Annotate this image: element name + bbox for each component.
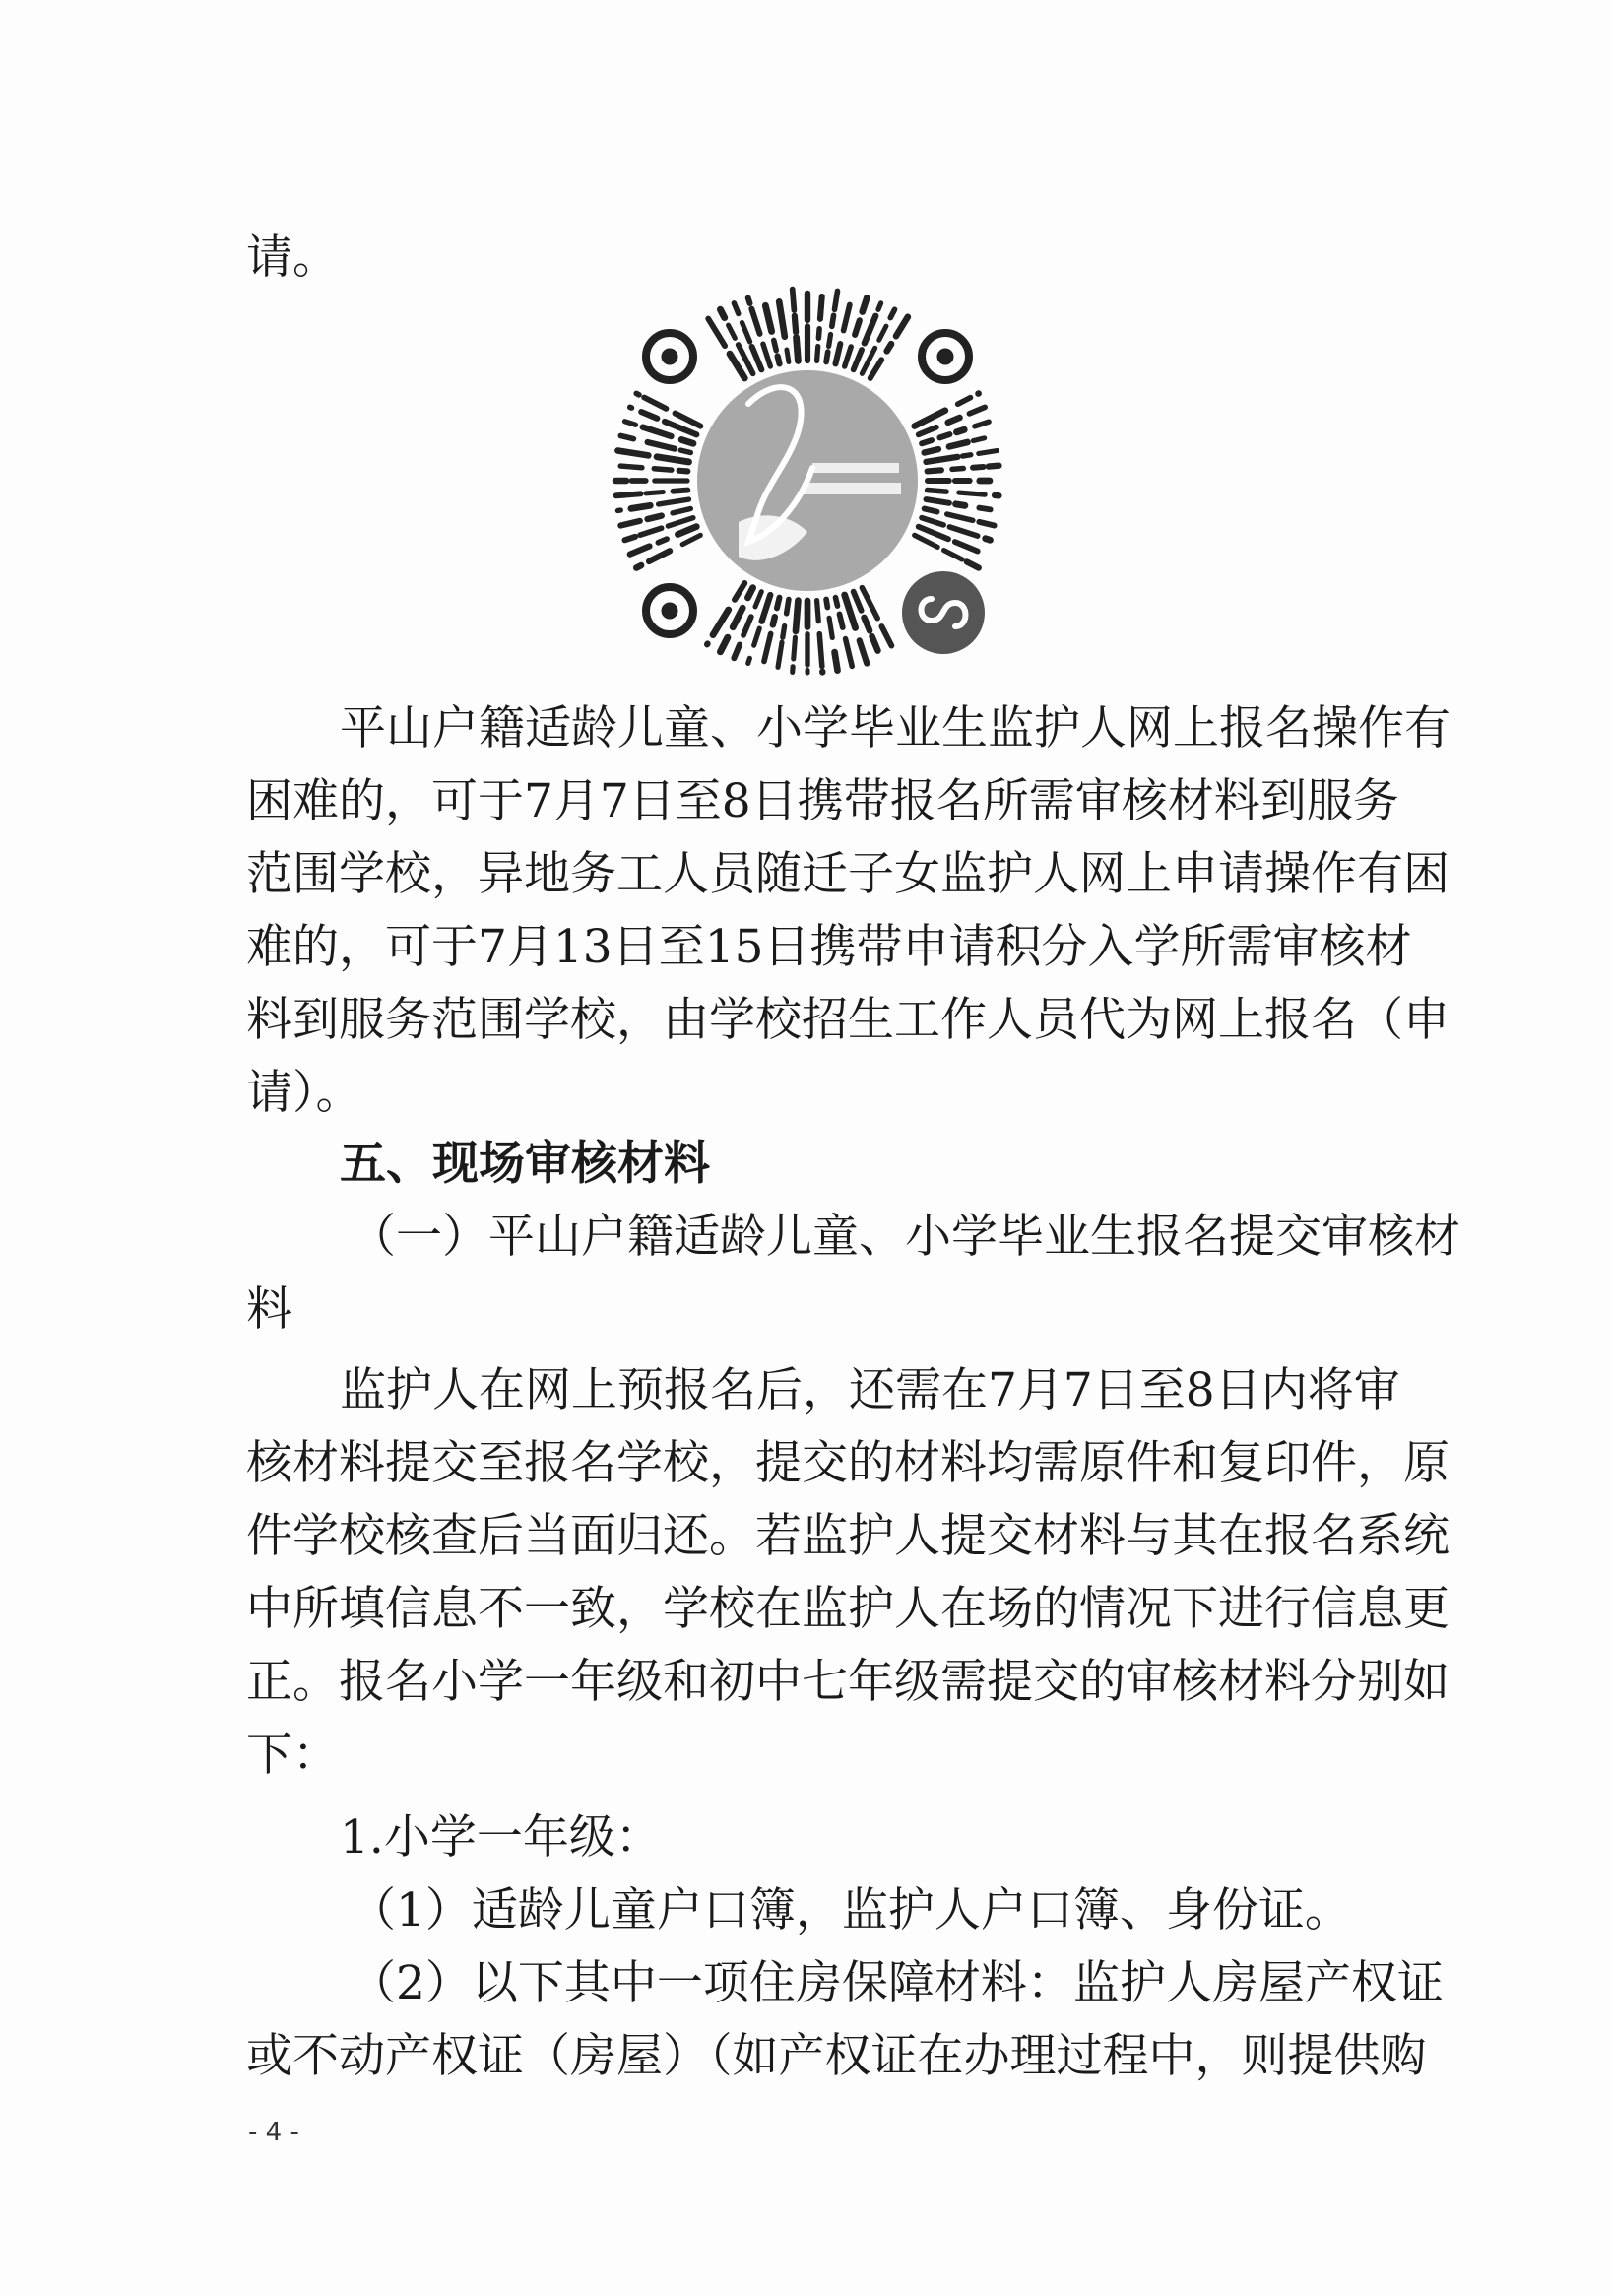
text-line: 困难的，可于7月7日至8日携带报名所需审核材料到服务 [246,774,1399,828]
list-item: （1）适龄儿童户口簿，监护人户口簿、身份证。 [350,1883,1351,1937]
continued-line: 请。 [246,230,339,285]
text-line: 正。报名小学一年级和初中七年级需提交的审核材料分别如 [246,1655,1450,1709]
text-line: 范围学校，异地务工人员随迁子女监护人网上申请操作有困 [246,847,1450,901]
mini-program-code-icon [601,286,1014,680]
text-line: 或不动产权证（房屋）（如产权证在办理过程中，则提供购 [246,2029,1427,2083]
text-line: 难的，可于7月13日至15日携带申请积分入学所需审核材 [246,920,1412,974]
item-title: 1.小学一年级： [340,1810,662,1865]
mini-program-logo-icon [902,571,985,654]
text-line: 核材料提交至报名学校，提交的材料均需原件和复印件，原 [246,1436,1450,1490]
text-line: 平山户籍适龄儿童、小学毕业生监护人网上报名操作有 [340,701,1451,755]
page-number: - 4 - [248,2118,299,2147]
text-line: （2）以下其中一项住房保障材料：监护人房屋产权证 [350,1956,1444,2010]
text-line: 监护人在网上预报名后，还需在7月7日至8日内将审 [340,1363,1400,1417]
text-line: 料 [246,1282,292,1337]
text-line: 料到服务范围学校，由学校招生工作人员代为网上报名（申 [246,993,1450,1047]
text-line: 下： [246,1728,339,1782]
text-line: （一）平山户籍适龄儿童、小学毕业生报名提交审核材 [350,1210,1460,1264]
section-title: 五、现场审核材料 [340,1137,710,1191]
text-line: 件学校核查后当面归还。若监护人提交材料与其在报名系统 [246,1509,1450,1563]
text-line: 请）。 [246,1066,362,1120]
text-line: 中所填信息不一致，学校在监护人在场的情况下进行信息更 [246,1582,1450,1636]
